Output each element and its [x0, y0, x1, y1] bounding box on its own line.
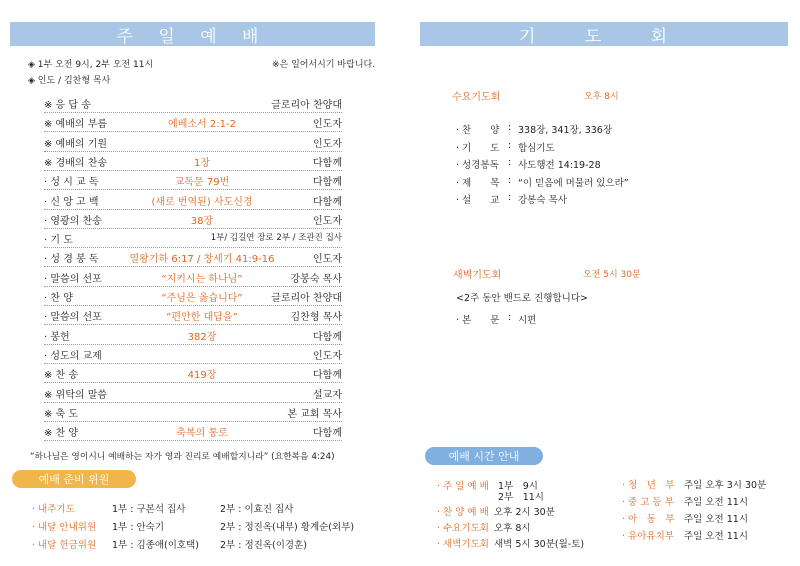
schedule-dept-time: 주일 오전 11시: [684, 514, 749, 525]
wed-item-value: 합심기도: [518, 142, 555, 154]
schedule-title: 예배 시간 안내: [425, 447, 543, 465]
wed-item-colon: :: [508, 192, 512, 203]
order-detail: “지키시는 하나님”: [161, 273, 243, 285]
order-person: 인도자: [313, 215, 342, 227]
order-person: 인도자: [313, 119, 342, 131]
order-label: · 말씀의 선포: [44, 273, 102, 285]
order-detail: 419장: [187, 370, 217, 382]
schedule-time: 오후 8시: [494, 523, 531, 534]
wed-prayer-title: 수요기도회: [452, 92, 501, 103]
prep-role: · 내달 안내위원: [32, 522, 97, 533]
order-detail: 축복의 통로: [176, 428, 228, 440]
order-person: 김찬형 목사: [290, 312, 342, 324]
prep-committee-title: 예배 준비 위원: [12, 470, 136, 488]
order-label: · 성 경 봉 독: [44, 254, 99, 266]
order-person: 다함께: [313, 157, 342, 169]
order-label: · 기 도: [44, 235, 73, 247]
order-detail: 382장: [187, 331, 217, 343]
order-label: ※ 예배의 기원: [44, 138, 108, 150]
order-label: · 성 시 교 독: [44, 177, 99, 189]
order-row: [44, 420, 342, 441]
order-label: ※ 찬 송: [44, 370, 79, 382]
schedule-dept: · 유아유치부: [622, 531, 674, 542]
wed-item-value: “이 믿음에 머물러 있으라”: [518, 177, 629, 189]
order-row: [44, 227, 342, 248]
order-row: [44, 324, 342, 345]
dawn-prayer-note: <2주 동안 밴드로 진행합니다>: [456, 293, 588, 304]
order-label: ※ 찬 양: [44, 428, 79, 440]
order-person: 1부/ 김길연 장로 2부 / 조관진 집사: [210, 233, 342, 244]
prep-second: 2부 : 이효진 집사: [220, 504, 294, 515]
wed-item-colon: :: [508, 139, 512, 151]
prep-second: 2부 : 정진옥(이경훈): [220, 540, 307, 551]
order-person: 글로리아 찬양대: [271, 293, 342, 304]
sunday-worship-header: 주 일 예 배: [10, 22, 375, 46]
schedule-dept: · 청 년 부: [622, 480, 675, 491]
order-row: [44, 189, 342, 210]
order-label: ※ 위탁의 말씀: [44, 389, 108, 401]
order-label: · 찬 양: [44, 293, 73, 304]
wed-prayer-time: 오후 8시: [584, 92, 619, 102]
schedule-label: · 찬 양 예 배: [437, 507, 489, 518]
order-person: 다함께: [313, 196, 342, 208]
order-row: [44, 382, 342, 403]
wed-item-key: · 설 교: [456, 195, 500, 206]
order-row: [44, 266, 342, 287]
order-row: [44, 285, 342, 306]
prep-role: · 내달 헌금위원: [32, 540, 97, 551]
prep-role: · 내주기도: [32, 504, 75, 515]
dawn-item-key: · 본 문: [456, 315, 500, 326]
schedule-time: 오후 2시 30분: [494, 507, 555, 518]
order-row: [44, 150, 342, 171]
stand-note: ※은 일어서시기 바랍니다.: [272, 60, 376, 70]
order-row: [44, 362, 342, 383]
order-row: [44, 246, 342, 267]
order-label: · 봉헌: [44, 331, 70, 343]
order-person: 다함께: [313, 177, 342, 189]
order-label: · 성도의 교제: [44, 350, 102, 362]
prep-first: 1부 : 김종애(이호택): [112, 540, 199, 551]
order-person: 다함께: [313, 428, 342, 440]
order-row: [44, 304, 342, 325]
order-row: [44, 111, 342, 132]
order-row: [44, 401, 342, 422]
order-detail: 열왕기하 6:17 / 창세기 41:9-16: [129, 254, 275, 266]
wed-item-key: · 기 도: [456, 142, 500, 154]
wed-item-colon: :: [508, 122, 512, 133]
order-row: [44, 343, 342, 364]
order-row: [44, 131, 342, 152]
service-times: ◈ 1부 오전 9시, 2부 오전 11시: [28, 60, 154, 70]
wed-item-key: · 제 목: [456, 177, 500, 189]
schedule-label: · 새벽기도회: [437, 539, 489, 550]
order-detail: “주님은 옳습니다”: [161, 293, 243, 304]
wed-item-colon: :: [508, 157, 512, 168]
order-detail: “편안한 대답을”: [166, 312, 238, 324]
order-person: 글로리아 찬양대: [271, 100, 342, 111]
dawn-item-colon: :: [508, 312, 512, 323]
order-label: ※ 예배의 부름: [44, 119, 108, 131]
scripture-verse: “하나님은 영이시니 예배하는 자가 영과 진리로 예배할지니라” (요한복음 4:24): [30, 452, 335, 462]
prep-second: 2부 : 정진옥(내부) 황계순(외부): [220, 522, 355, 533]
order-person: 설교자: [313, 389, 342, 401]
order-person: 강봉숙 목사: [290, 273, 342, 285]
order-detail: 1장: [193, 157, 211, 169]
order-label: · 말씀의 선포: [44, 312, 102, 324]
dawn-item-value: 시편: [518, 315, 537, 326]
order-person: 다함께: [313, 370, 342, 382]
order-detail: 에베소서 2:1-2: [168, 119, 236, 131]
prayer-meeting-header: 기 도 회: [420, 22, 788, 46]
leader-line: ◈ 인도 / 김찬형 목사: [28, 76, 111, 86]
schedule-label: · 수요기도회: [437, 523, 489, 534]
schedule-time: 1부 9시: [498, 481, 538, 492]
order-person: 인도자: [313, 138, 342, 150]
prep-first: 1부 : 구본석 집사: [112, 504, 186, 515]
wed-item-key: · 성경봉독: [456, 160, 499, 171]
wed-item-value: 강봉숙 목사: [518, 195, 567, 206]
order-row: [44, 208, 342, 229]
order-detail: (새로 번역된) 사도신경: [151, 196, 253, 208]
wed-item-value: 338장, 341장, 336장: [518, 125, 613, 136]
wed-item-colon: :: [508, 174, 512, 186]
dawn-prayer-title: 새벽기도회: [453, 270, 502, 281]
order-detail: 38장: [190, 215, 214, 227]
order-label: ※ 축 도: [44, 408, 79, 420]
schedule-dept: · 아 동 부: [622, 514, 675, 525]
schedule-label: · 주 일 예 배: [437, 481, 489, 492]
wed-item-key: · 찬 양: [456, 125, 500, 136]
order-person: 인도자: [313, 254, 342, 266]
schedule-dept: · 중 고 등 부: [622, 497, 674, 508]
order-label: · 신 앙 고 백: [44, 196, 99, 208]
prep-first: 1부 : 안숙기: [112, 522, 164, 533]
order-label: · 영광의 찬송: [44, 215, 102, 227]
order-row: [44, 169, 342, 190]
order-label: ※ 응 답 송: [44, 100, 91, 111]
schedule-time: 새벽 5시 30분(월-토): [494, 539, 585, 550]
schedule-dept-time: 주일 오후 3시 30분: [684, 480, 767, 491]
schedule-time: 2부 11시: [498, 492, 544, 503]
wed-item-value: 사도행전 14:19-28: [518, 160, 601, 171]
diamond-icon: ◈: [28, 76, 35, 86]
order-person: 다함께: [313, 331, 342, 343]
order-row: [44, 92, 342, 113]
order-person: 인도자: [313, 350, 342, 362]
schedule-dept-time: 주일 오전 11시: [684, 497, 749, 508]
schedule-dept-time: 주일 오전 11시: [684, 531, 749, 542]
order-person: 본 교회 목사: [287, 408, 342, 420]
diamond-icon: ◈: [28, 60, 35, 70]
order-detail: 교독문 79번: [174, 177, 230, 189]
order-label: ※ 경배의 찬송: [44, 157, 108, 169]
dawn-prayer-time: 오전 5시 30분: [583, 270, 641, 280]
